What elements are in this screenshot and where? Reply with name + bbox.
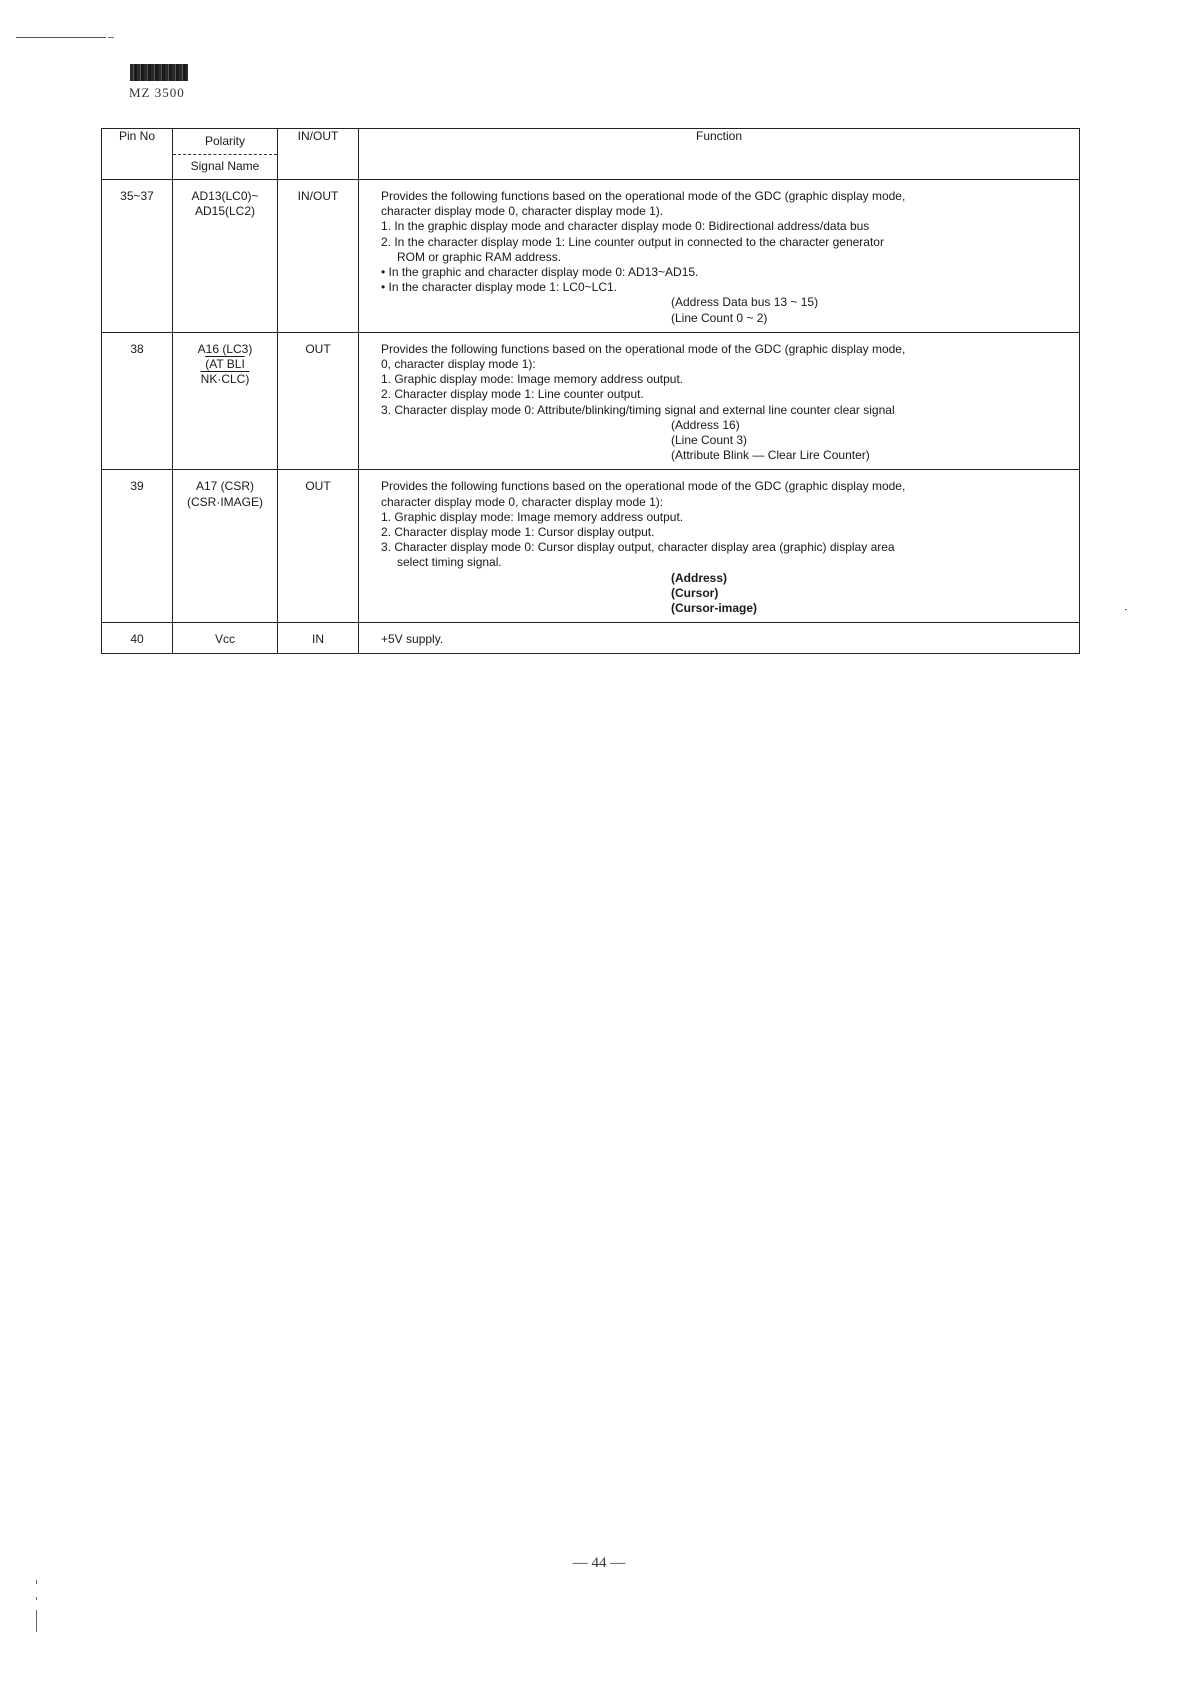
scan-mark: [36, 1597, 37, 1600]
signal-line: (AT BLI: [205, 357, 245, 372]
header-polarity-signal: [173, 129, 278, 180]
function-line: 3. Character display mode 0: Attribute/blinking/timing signal and external line counter clear signal: [381, 402, 895, 417]
header-function: Function: [359, 129, 1080, 180]
scan-mark: [36, 1580, 37, 1584]
function-note: (Address): [671, 570, 728, 585]
signal-line: AD15(LC2): [194, 204, 256, 219]
in-out-value: IN: [278, 623, 359, 654]
function-description: [359, 332, 1080, 470]
scan-mark: [36, 1610, 37, 1632]
scan-mark: [1125, 609, 1127, 610]
table-row: [102, 180, 1080, 333]
signal-line: Vcc: [214, 632, 235, 647]
pin-function-table: [101, 128, 1080, 654]
function-description: [359, 180, 1080, 333]
function-note: (Line Count 0 ~ 2): [671, 310, 768, 325]
top-rule: [16, 37, 106, 38]
function-note: (Cursor-image): [671, 601, 758, 616]
in-out-value: IN/OUT: [278, 180, 359, 333]
function-line: Provides the following functions based on the operational mode of the GDC (graphic display mode,: [381, 341, 906, 356]
function-note: (Address Data bus 13 ~ 15): [671, 295, 819, 310]
model-label: MZ 3500: [129, 85, 185, 100]
function-line: 2. Character display mode 1: Line counter output.: [381, 387, 644, 402]
in-out-value: OUT: [278, 470, 359, 623]
function-line: 0, character display mode 1):: [381, 357, 536, 372]
function-line: 2. Character display mode 1: Cursor display output.: [381, 525, 655, 540]
function-line: 1. In the graphic display mode and character display mode 0: Bidirectional address/data bus: [381, 219, 870, 234]
function-description: [359, 623, 1080, 654]
signal-line: AD13(LC0)~: [191, 189, 259, 203]
pin-number: 35~37: [102, 180, 173, 333]
function-line: • In the graphic and character display mode 0: AD13~AD15.: [381, 265, 699, 280]
header-pin-no: Pin No: [102, 129, 173, 180]
table-row: [102, 470, 1080, 623]
signal-line: (CSR·IMAGE): [187, 494, 263, 509]
function-line: Provides the following functions based on the operational mode of the GDC (graphic display mode,: [381, 189, 906, 203]
function-line: 3. Character display mode 0: Cursor display output, character display area (graphic) display area: [381, 540, 895, 555]
function-line: 2. In the character display mode 1: Line counter output in connected to the character generator: [381, 234, 884, 249]
function-line: 1. Graphic display mode: Image memory address output.: [381, 509, 684, 524]
signal-line: A17 (CSR): [195, 479, 254, 494]
in-out-value: OUT: [278, 332, 359, 470]
function-description: [359, 470, 1080, 623]
header-signal-name: Signal Name: [190, 159, 260, 174]
header-polarity: Polarity: [173, 129, 277, 155]
function-line: character display mode 0, character display mode 1).: [381, 204, 664, 219]
function-line: select timing signal.: [397, 555, 502, 570]
function-line: Provides the following functions based on the operational mode of the GDC (graphic display mode,: [381, 479, 906, 494]
table-row: [102, 623, 1080, 654]
top-rule-fragment: [108, 37, 114, 38]
function-note: (Cursor): [671, 585, 719, 600]
function-note: (Attribute Blink — Clear Lire Counter): [671, 448, 870, 463]
pin-number: 39: [102, 470, 173, 623]
table-row: [102, 332, 1080, 470]
signal-name: [173, 332, 278, 470]
signal-name: [173, 180, 278, 333]
function-note: (Address 16): [671, 417, 740, 432]
table-header-row: [102, 129, 1080, 180]
signal-line: A16 (LC3): [197, 341, 253, 356]
function-line: ROM or graphic RAM address.: [397, 249, 562, 264]
pin-number: 40: [102, 623, 173, 654]
page-number: — 44 —: [572, 1555, 626, 1571]
function-line: • In the character display mode 1: LC0~LC1.: [381, 280, 617, 295]
brand-logo: [130, 64, 188, 81]
function-line: +5V supply.: [381, 632, 444, 647]
signal-name: [173, 470, 278, 623]
pin-number: 38: [102, 332, 173, 470]
function-note: (Line Count 3): [671, 433, 748, 448]
signal-name: [173, 623, 278, 654]
function-line: 1. Graphic display mode: Image memory address output.: [381, 372, 684, 387]
signal-line: NK·CLC): [200, 372, 250, 387]
function-line: character display mode 0, character display mode 1):: [381, 494, 664, 509]
header-in-out: IN/OUT: [278, 129, 359, 180]
